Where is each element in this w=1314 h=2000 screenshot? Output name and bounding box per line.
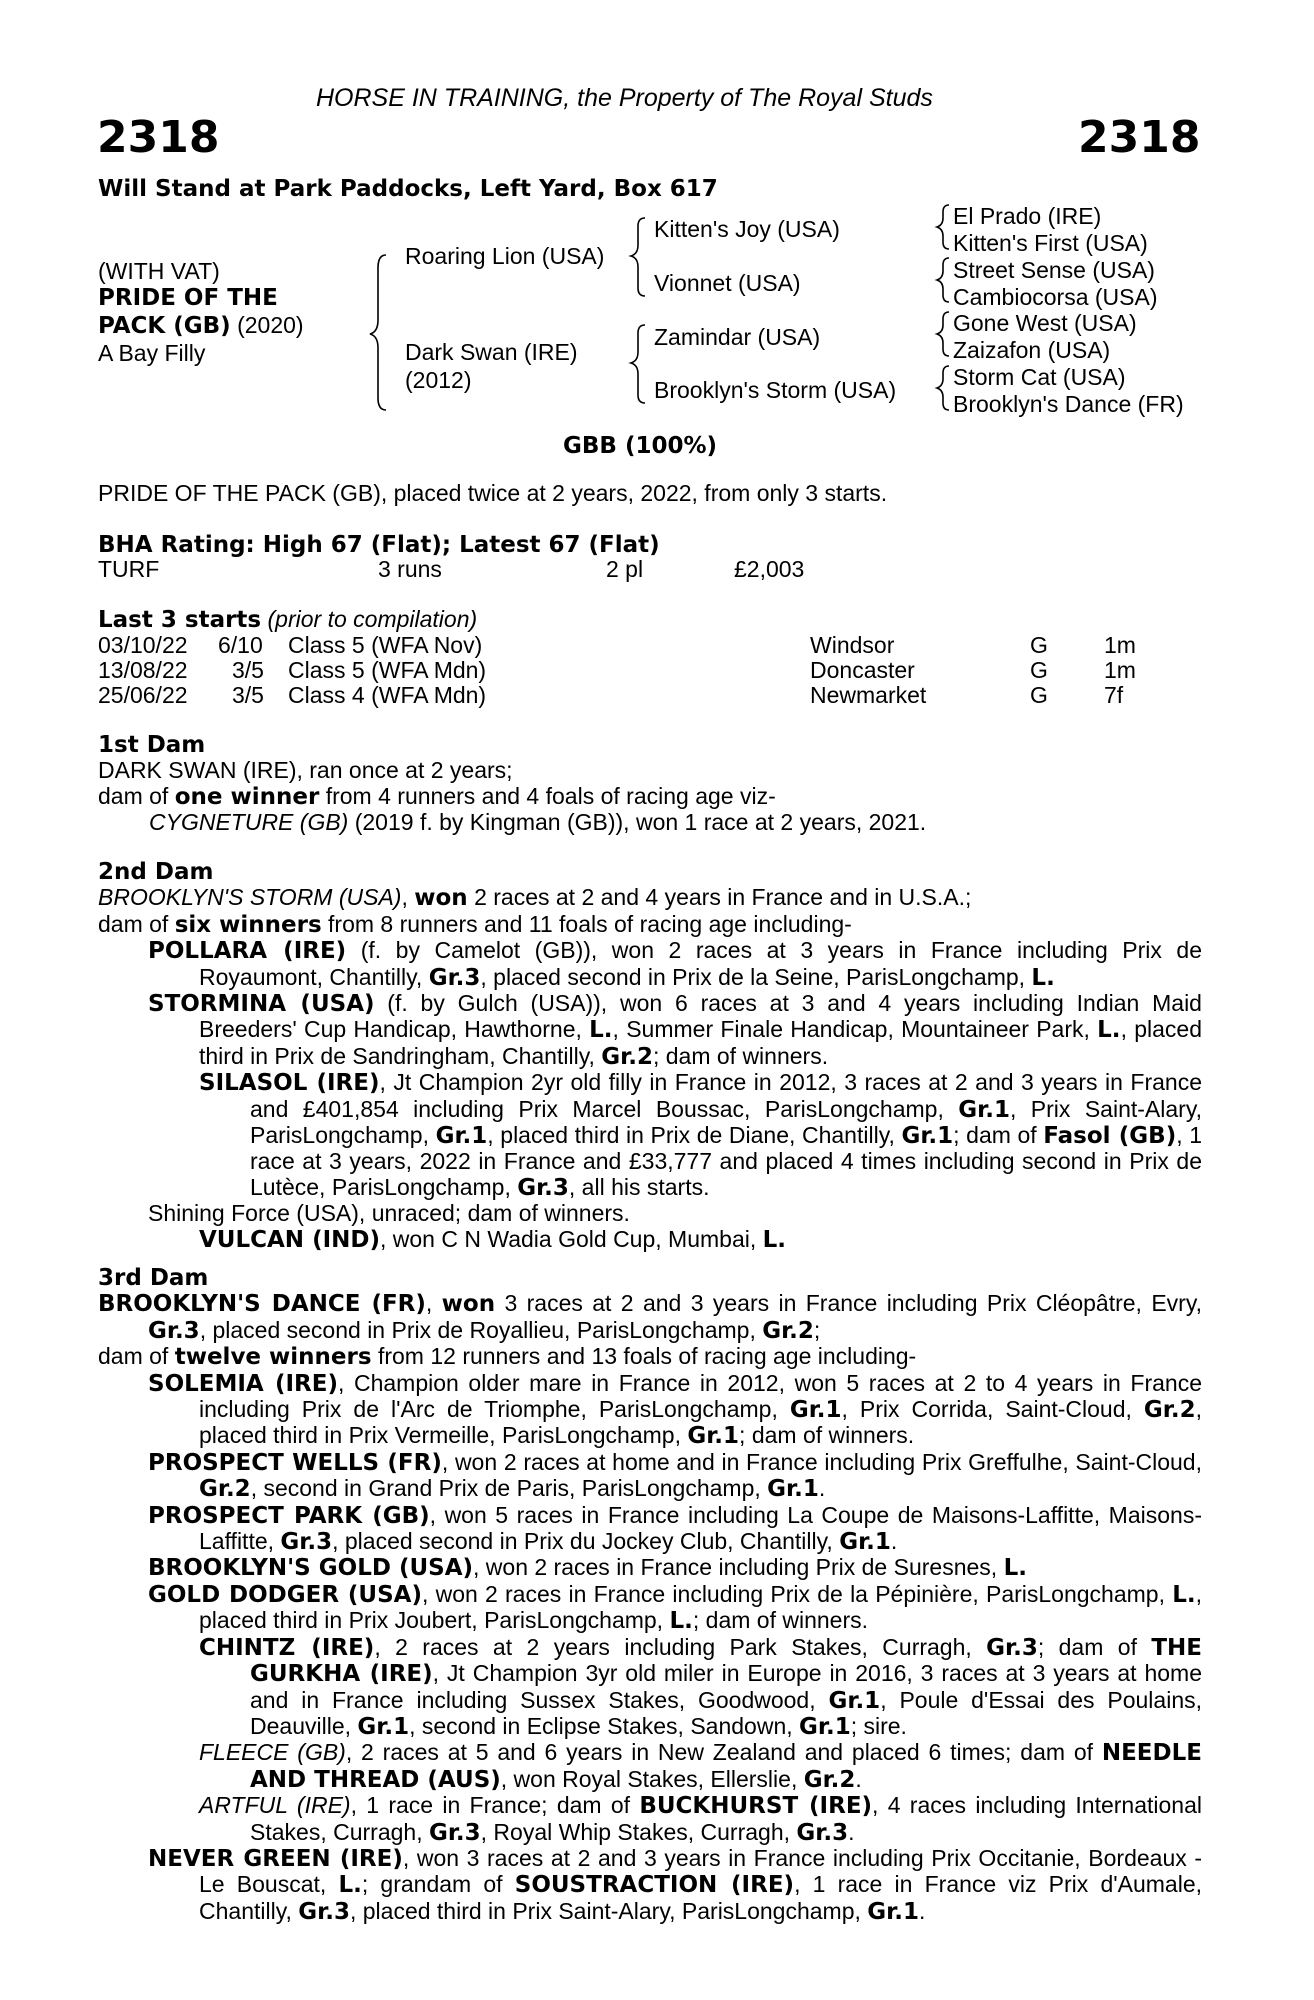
winners-count: twelve winners [174, 1344, 372, 1371]
rating-runs: 3 runs [378, 556, 442, 582]
text: , 1 race in France viz Prix d'Aumale, Chantilly, [199, 1871, 1203, 1924]
grade: Gr.1 [435, 1123, 488, 1150]
ggp-3: Street Sense (USA) [953, 257, 1155, 283]
produce-fleece [98, 1740, 1202, 1793]
third-dam-section [98, 1266, 1202, 1925]
ggp-2: Kitten's First (USA) [953, 230, 1148, 256]
start-position: 6/10 [218, 632, 263, 658]
produce-name: BROOKLYN'S GOLD (USA) [148, 1555, 474, 1582]
text: , placed third in Prix de Sandringham, Chantilly, [199, 1016, 1202, 1069]
produce-chintz [98, 1635, 1202, 1741]
grade: Gr.1 [958, 1096, 1010, 1123]
grade: L. [1172, 1581, 1196, 1608]
horse-name-line1: PRIDE OF THE [98, 285, 278, 311]
text: , all his starts. [568, 1173, 710, 1200]
start-distance: 1m [1104, 632, 1136, 658]
text: dam of [98, 782, 175, 809]
grade: Gr.1 [799, 1713, 851, 1740]
text: , placed second in Prix du Jockey Club, Chantilly, [332, 1528, 840, 1555]
text: from 4 runners and 4 foals of racing age viz- [319, 782, 776, 809]
text: dam of [98, 910, 175, 937]
text: , Champion older mare in France in 2012, won 5 races at 2 to 4 years in France including Prix de l'Arc de Triomphe, ParisLongchamp, [199, 1369, 1202, 1423]
ggp-6: Zaizafon (USA) [953, 337, 1111, 363]
grade: Gr.1 [901, 1123, 954, 1150]
grade: Gr.2 [601, 1043, 653, 1070]
text: , second in Grand Prix de Paris, ParisLongchamp, [250, 1475, 768, 1502]
text: , [425, 1290, 442, 1317]
won-label: won [441, 1291, 496, 1318]
dam-name: BROOKLYN'S STORM (USA) [98, 884, 402, 911]
start-race: Class 5 (WFA Nov) [288, 632, 483, 658]
produce-name: BUCKHURST (IRE) [639, 1793, 873, 1820]
page-heading: HORSE IN TRAINING, the Property of The Royal Studs [316, 84, 933, 112]
produce-name: POLLARA (IRE) [148, 938, 347, 965]
ggp-5: Gone West (USA) [953, 310, 1137, 336]
produce-name: THE GURKHA (IRE) [250, 1634, 1203, 1688]
text: 2 races at 2 and 4 years in France and in U.S.A.; [467, 884, 972, 911]
produce-name: Fasol (GB) [1043, 1123, 1177, 1150]
text: , Prix Saint-Alary, ParisLongchamp, [250, 1095, 1203, 1149]
first-dam-section [98, 733, 926, 836]
grade: L. [1003, 1555, 1027, 1582]
produce-name: GOLD DODGER (USA) [148, 1581, 422, 1608]
grade: Gr.2 [803, 1766, 856, 1793]
vat-status: (WITH VAT) [98, 258, 220, 284]
text: (f. by Camelot (GB)), won 2 races at 3 years in France including Prix de Royaumont, Chantilly, [199, 937, 1202, 990]
produce-silasol [98, 1070, 1202, 1201]
start-position: 3/5 [232, 657, 264, 683]
text: ; [813, 1316, 821, 1343]
grade: Gr.1 [767, 1476, 819, 1503]
produce-gold-dodger [98, 1582, 1202, 1635]
sire-sire: Kitten's Joy (USA) [654, 216, 840, 242]
text: , Jt Champion 2yr old filly in France in 2012, 3 races at 2 and 3 years in France and £401,854 including Prix Marcel Boussac, ParisLongchamp, [250, 1069, 1202, 1122]
text: , won 3 races at 2 and 3 years in France including Prix Occitanie, Bordeaux - Le Bouscat, [199, 1844, 1202, 1898]
first-dam-produce-line [98, 784, 926, 810]
produce-prospect-wells [98, 1450, 1202, 1503]
second-dam-heading: 2nd Dam [98, 859, 214, 885]
third-dam-produce-line [98, 1344, 1202, 1370]
third-dam-line [98, 1291, 1202, 1344]
produce-name: CHINTZ (IRE) [199, 1634, 375, 1661]
produce-detail: (2019 f. by Kingman (GB)), won 1 race at 2 years, 2021. [348, 809, 927, 836]
produce-name: SILASOL (IRE) [199, 1070, 380, 1097]
text: , 1 race at 3 years, 2022 in France and £33,777 and placed 4 times including second in Prix de Lutèce, ParisLongchamp, [250, 1122, 1203, 1200]
start-position: 3/5 [232, 682, 264, 708]
text: ; dam of winners. [692, 1607, 869, 1634]
third-dam-heading: 3rd Dam [98, 1265, 209, 1291]
grade: Gr.3 [986, 1634, 1038, 1661]
grade: Gr.3 [428, 1819, 481, 1846]
last-starts-title: Last 3 starts [98, 607, 262, 633]
produce-name: ARTFUL (IRE) [199, 1792, 351, 1819]
grade: Gr.3 [280, 1529, 333, 1556]
text: , second in Eclipse Stakes, Sandown, [409, 1712, 800, 1739]
start-date: 25/06/22 [98, 682, 188, 708]
start-going: G [1030, 682, 1048, 708]
grade: Gr.2 [762, 1317, 814, 1344]
text: 3 races at 2 and 3 years in France including Prix Cléopâtre, Evry, [495, 1290, 1202, 1317]
text: ; sire. [850, 1712, 907, 1739]
text: ; dam of [1037, 1633, 1152, 1660]
produce-name: STORMINA (USA) [148, 991, 375, 1018]
first-dam-line: DARK SWAN (IRE), ran once at 2 years; [98, 757, 513, 784]
grade: Gr.1 [687, 1423, 740, 1450]
dam-sire: Zamindar (USA) [654, 324, 821, 350]
grade: L. [589, 1017, 613, 1044]
rating-surface: TURF [98, 556, 160, 582]
second-dam-line [98, 885, 1202, 911]
start-course: Newmarket [810, 682, 927, 708]
text: ; dam of winners. [739, 1422, 915, 1449]
text: from 8 runners and 11 foals of racing age including- [321, 910, 852, 937]
dam-line2: (2012) [405, 367, 472, 393]
foaling-year: (2020) [230, 312, 304, 338]
horse-description: A Bay Filly [98, 340, 206, 366]
grade: L. [338, 1872, 362, 1899]
first-dam-heading: 1st Dam [98, 732, 206, 758]
sire: Roaring Lion (USA) [405, 243, 605, 269]
text: , won 2 races at home and in France including Prix Greffulhe, Saint-Cloud, [441, 1448, 1202, 1475]
text: , placed second in Prix de Royallieu, ParisLongchamp, [199, 1316, 763, 1343]
produce-name: CYGNETURE (GB) [149, 809, 349, 836]
produce-solemia [98, 1371, 1202, 1450]
text: . [855, 1765, 862, 1792]
grade: Gr.2 [1143, 1397, 1196, 1424]
grade: Gr.2 [199, 1476, 251, 1503]
winners-count: one winner [174, 783, 320, 810]
start-distance: 1m [1104, 657, 1136, 683]
produce-artful [98, 1793, 1202, 1846]
start-going: G [1030, 657, 1048, 683]
bha-rating: BHA Rating: High 67 (Flat); Latest 67 (Flat) [98, 532, 660, 558]
ggp-4: Cambiocorsa (USA) [953, 284, 1158, 310]
text: , 1 race in France; dam of [350, 1792, 640, 1819]
grade: L. [762, 1226, 787, 1253]
text: , placed third in Prix Vermeille, ParisLongchamp, [199, 1396, 1202, 1449]
text: ; grandam of [361, 1871, 515, 1898]
start-date: 13/08/22 [98, 657, 188, 683]
dam-name [405, 338, 578, 394]
grade: Gr.3 [298, 1898, 350, 1925]
text: (f. by Gulch (USA)), won 6 races at 3 and 4 years including Indian Maid Breeders' Cup Handicap, Hawthorne, [199, 990, 1202, 1043]
grade: Gr.3 [517, 1174, 569, 1201]
text: , placed third in Prix Saint-Alary, ParisLongchamp, [349, 1897, 868, 1924]
start-going: G [1030, 632, 1048, 658]
produce-name: VULCAN (IND) [199, 1226, 380, 1253]
start-course: Doncaster [810, 657, 915, 683]
produce-never-green [98, 1846, 1202, 1925]
text: ; dam of [953, 1122, 1044, 1149]
grade: L. [1097, 1017, 1121, 1044]
ggp-7: Storm Cat (USA) [953, 364, 1126, 390]
produce-name: NEEDLE AND THREAD (AUS) [250, 1740, 1202, 1793]
sire-dam: Vionnet (USA) [654, 270, 801, 296]
text: from 12 runners and 13 foals of racing age including- [371, 1343, 917, 1370]
text: , Jt Champion 3yr old miler in Europe in 2016, 3 races at 3 years at home and in France including Sussex Stakes, Goodwood, [250, 1660, 1202, 1713]
text: , placed second in Prix de la Seine, ParisLongchamp, [480, 963, 1032, 990]
text: , won C N Wadia Gold Cup, Mumbai, [380, 1225, 763, 1252]
grade: Gr.3 [428, 964, 481, 991]
grade: Gr.3 [148, 1317, 200, 1344]
text: . [848, 1818, 855, 1845]
text: , 2 races at 2 years including Park Stakes, Curragh, [374, 1633, 987, 1660]
produce-name: FLEECE (GB) [199, 1739, 346, 1766]
text: , placed third in Prix de Diane, Chantilly, [487, 1122, 902, 1149]
last-starts-heading [98, 607, 477, 633]
produce-pollara [98, 938, 1202, 991]
dam-name: BROOKLYN'S DANCE (FR) [98, 1291, 426, 1318]
start-race: Class 4 (WFA Mdn) [288, 682, 487, 708]
rating-placings: 2 pl [606, 556, 644, 582]
produce-name: NEVER GREEN (IRE) [148, 1845, 403, 1872]
start-date: 03/10/22 [98, 632, 188, 658]
produce-prospect-park [98, 1503, 1202, 1556]
start-distance: 7f [1104, 682, 1124, 708]
ggp-1: El Prado (IRE) [953, 203, 1102, 229]
winners-count: six winners [174, 911, 322, 938]
stabling-location: Will Stand at Park Paddocks, Left Yard, Box 617 [98, 176, 718, 202]
produce-stormina [98, 991, 1202, 1070]
text: , Summer Finale Handicap, Mountaineer Park, [612, 1016, 1098, 1043]
produce-shining-force: Shining Force (USA), unraced; dam of winners. [148, 1200, 630, 1227]
grade: Gr.1 [789, 1397, 842, 1424]
text: . [918, 1897, 926, 1924]
text: , Poule d'Essai des Poulains, Deauville, [250, 1686, 1202, 1739]
text: dam of [98, 1343, 175, 1370]
text: , won Royal Stakes, Ellerslie, [500, 1765, 804, 1792]
text: , won 5 races in France including La Coupe de Maisons-Laffitte, Maisons-Laffitte, [199, 1501, 1202, 1555]
grade: L. [669, 1608, 693, 1635]
grade: Gr.3 [796, 1819, 849, 1846]
text: , [401, 884, 415, 911]
text: , won 2 races in France including Prix de la Pépinière, ParisLongchamp, [421, 1580, 1173, 1607]
start-race: Class 5 (WFA Mdn) [288, 657, 487, 683]
text: ; dam of winners. [652, 1042, 829, 1069]
text: . [818, 1475, 826, 1502]
produce-vulcan [98, 1227, 1202, 1253]
grade: Gr.1 [828, 1687, 881, 1714]
won-label: won [414, 885, 468, 912]
grade: Gr.1 [867, 1898, 919, 1925]
last-starts-note: (prior to compilation) [261, 606, 478, 632]
first-dam-produce [98, 810, 926, 835]
horse-name-line2: PACK (GB) [98, 313, 231, 339]
race-summary: PRIDE OF THE PACK (GB), placed twice at 2 years, 2022, from only 3 starts. [98, 480, 888, 506]
produce-name: PROSPECT PARK (GB) [148, 1502, 430, 1529]
grade: L. [1031, 964, 1055, 991]
text: , 4 races including International Stakes, Curragh, [250, 1792, 1203, 1845]
rating-earnings: £2,003 [734, 556, 805, 582]
text: , won 2 races in France including Prix de Suresnes, [473, 1554, 1004, 1581]
grade: Gr.1 [357, 1713, 410, 1740]
produce-brooklyns-gold [98, 1555, 1202, 1581]
lot-number-right: 2318 [1078, 112, 1201, 163]
text: . [890, 1528, 898, 1555]
text: , Royal Whip Stakes, Curragh, [480, 1818, 797, 1845]
text: , 2 races at 5 and 6 years in New Zealand and placed 6 times; dam of [345, 1739, 1102, 1766]
produce-name: PROSPECT WELLS (FR) [148, 1449, 442, 1476]
ggp-8: Brooklyn's Dance (FR) [953, 391, 1184, 417]
gbb-rating: GBB (100%) [563, 433, 718, 459]
lot-number-left: 2318 [97, 112, 220, 163]
text: , Prix Corrida, Saint-Cloud, [841, 1396, 1144, 1423]
dam-dam: Brooklyn's Storm (USA) [654, 377, 897, 403]
second-dam-section [98, 860, 1202, 1253]
grade: Gr.1 [839, 1529, 891, 1556]
second-dam-produce-line [98, 912, 1202, 938]
text: , placed third in Prix Joubert, ParisLongchamp, [199, 1580, 1202, 1634]
dam-line1: Dark Swan (IRE) [405, 339, 578, 365]
start-course: Windsor [810, 632, 895, 658]
produce-name: SOLEMIA (IRE) [148, 1370, 338, 1397]
produce-name: SOUSTRACTION (IRE) [514, 1872, 795, 1899]
